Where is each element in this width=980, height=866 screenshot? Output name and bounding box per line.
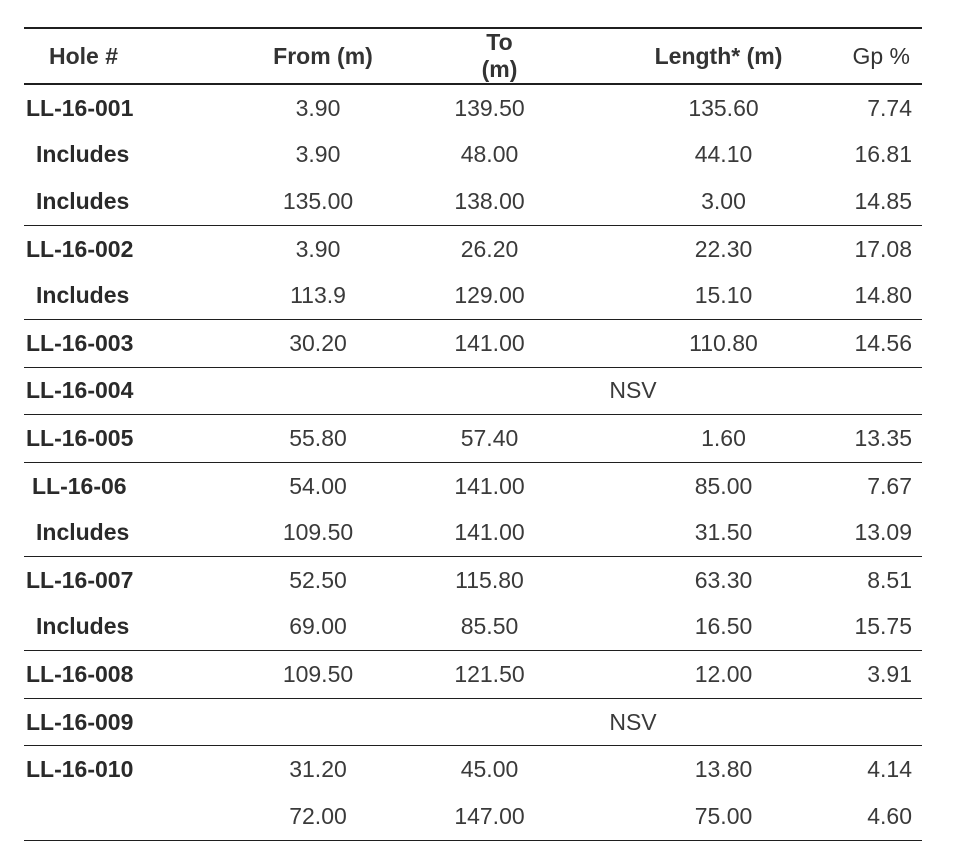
cell-gp: 4.14 [867, 756, 912, 783]
cell-gp: 4.60 [867, 802, 912, 829]
cell-to: 139.50 [454, 94, 525, 121]
table-row [24, 604, 922, 651]
cell-to: 57.40 [460, 424, 519, 451]
cell-hole [24, 793, 164, 840]
cell-gp: 14.56 [854, 329, 912, 356]
cell-gp: 13.35 [854, 424, 912, 451]
cell-to: 45.00 [460, 756, 519, 783]
cell-length: 15.10 [694, 282, 753, 309]
cell-to: 85.50 [460, 613, 519, 640]
header-gp: Gp % [852, 42, 910, 69]
cell-length: 1.60 [701, 424, 746, 451]
table-row [24, 746, 922, 793]
cell-hole: LL-16-002 [26, 235, 134, 262]
cell-from: 31.20 [289, 756, 347, 783]
cell-hole: LL-16-004 [26, 377, 134, 404]
cell-from: 69.00 [289, 613, 347, 640]
cell-from: 54.00 [289, 472, 347, 499]
cell-to: 141.00 [454, 329, 525, 356]
table-row [24, 556, 922, 603]
cell-length: 75.00 [694, 802, 753, 829]
cell-from: 30.20 [289, 329, 347, 356]
cell-length: 13.80 [694, 756, 753, 783]
cell-from: 109.50 [282, 660, 354, 687]
cell-hole: Includes [36, 187, 130, 214]
header-row [24, 28, 922, 84]
cell-gp: 15.75 [854, 613, 912, 640]
cell-from: 72.00 [289, 802, 347, 829]
cell-hole: Includes [36, 282, 130, 309]
table-row [24, 509, 922, 556]
drill-results-table [24, 27, 922, 841]
cell-hole: LL-16-06 [32, 472, 127, 499]
cell-from: 55.80 [289, 424, 347, 451]
cell-length: 12.00 [694, 660, 753, 687]
table-row [24, 132, 922, 179]
table-row [24, 225, 922, 272]
cell-hole: LL-16-005 [26, 424, 134, 451]
cell-gp: 14.85 [854, 187, 912, 214]
table-row [24, 462, 922, 509]
table-row [24, 319, 922, 367]
cell-length: 85.00 [694, 472, 753, 499]
cell-hole: Includes [36, 519, 130, 546]
cell-hole: LL-16-003 [26, 329, 134, 356]
cell-from: 3.90 [295, 94, 341, 121]
cell-hole: LL-16-001 [26, 94, 134, 121]
cell-hole: LL-16-010 [26, 756, 134, 783]
cell-hole: Includes [36, 141, 130, 168]
cell-from: 3.90 [295, 141, 341, 168]
cell-from: 3.90 [295, 235, 341, 262]
cell-from: 109.50 [282, 519, 354, 546]
drill-results-table-wrapper [24, 27, 922, 841]
table-row [24, 793, 922, 840]
cell-gp: 16.81 [854, 141, 912, 168]
table-row [24, 415, 922, 463]
table-row [24, 178, 922, 225]
cell-from: 113.9 [290, 282, 346, 309]
cell-hole: Includes [36, 613, 130, 640]
header-hole: Hole # [49, 42, 119, 69]
table-row [24, 698, 922, 746]
table-header [24, 28, 922, 84]
cell-length: 44.10 [694, 141, 753, 168]
cell-length: 110.80 [689, 329, 758, 356]
table-row [24, 651, 922, 699]
cell-to: 48.00 [460, 141, 519, 168]
cell-to: 141.00 [454, 519, 525, 546]
cell-gp: 13.09 [854, 519, 912, 546]
cell-to: 147.00 [454, 802, 525, 829]
cell-to: 115.80 [455, 566, 524, 593]
cell-to: 121.50 [454, 660, 525, 687]
cell-length: 3.00 [701, 187, 746, 214]
cell-gp: 14.80 [854, 282, 912, 309]
table-row [24, 367, 922, 415]
cell-length: 31.50 [694, 519, 753, 546]
cell-from: 135.00 [282, 187, 354, 214]
cell-nsv-note: NSV [609, 377, 657, 404]
cell-length: 22.30 [694, 235, 753, 262]
cell-from: 52.50 [289, 566, 347, 593]
table-row [24, 272, 922, 319]
header-from: From (m) [273, 42, 373, 69]
cell-length: 135.60 [688, 94, 759, 121]
cell-hole: LL-16-009 [26, 708, 134, 735]
cell-length: 63.30 [694, 566, 753, 593]
cell-gp: 7.74 [867, 94, 912, 121]
cell-gp: 8.51 [867, 566, 912, 593]
table-row [24, 84, 922, 132]
cell-nsv-note: NSV [609, 708, 657, 735]
cell-hole: LL-16-007 [26, 566, 134, 593]
cell-length: 16.50 [694, 613, 753, 640]
cell-to: 26.20 [460, 235, 519, 262]
cell-gp: 17.08 [854, 235, 912, 262]
cell-to: 138.00 [454, 187, 525, 214]
header-length: Length* (m) [654, 42, 783, 69]
table-body [24, 84, 922, 840]
cell-to: 129.00 [454, 282, 525, 309]
cell-to: 141.00 [454, 472, 525, 499]
cell-gp: 3.91 [867, 660, 912, 687]
header-to: To (m) [481, 29, 518, 82]
cell-hole: LL-16-008 [26, 660, 134, 687]
cell-gp: 7.67 [867, 472, 912, 499]
